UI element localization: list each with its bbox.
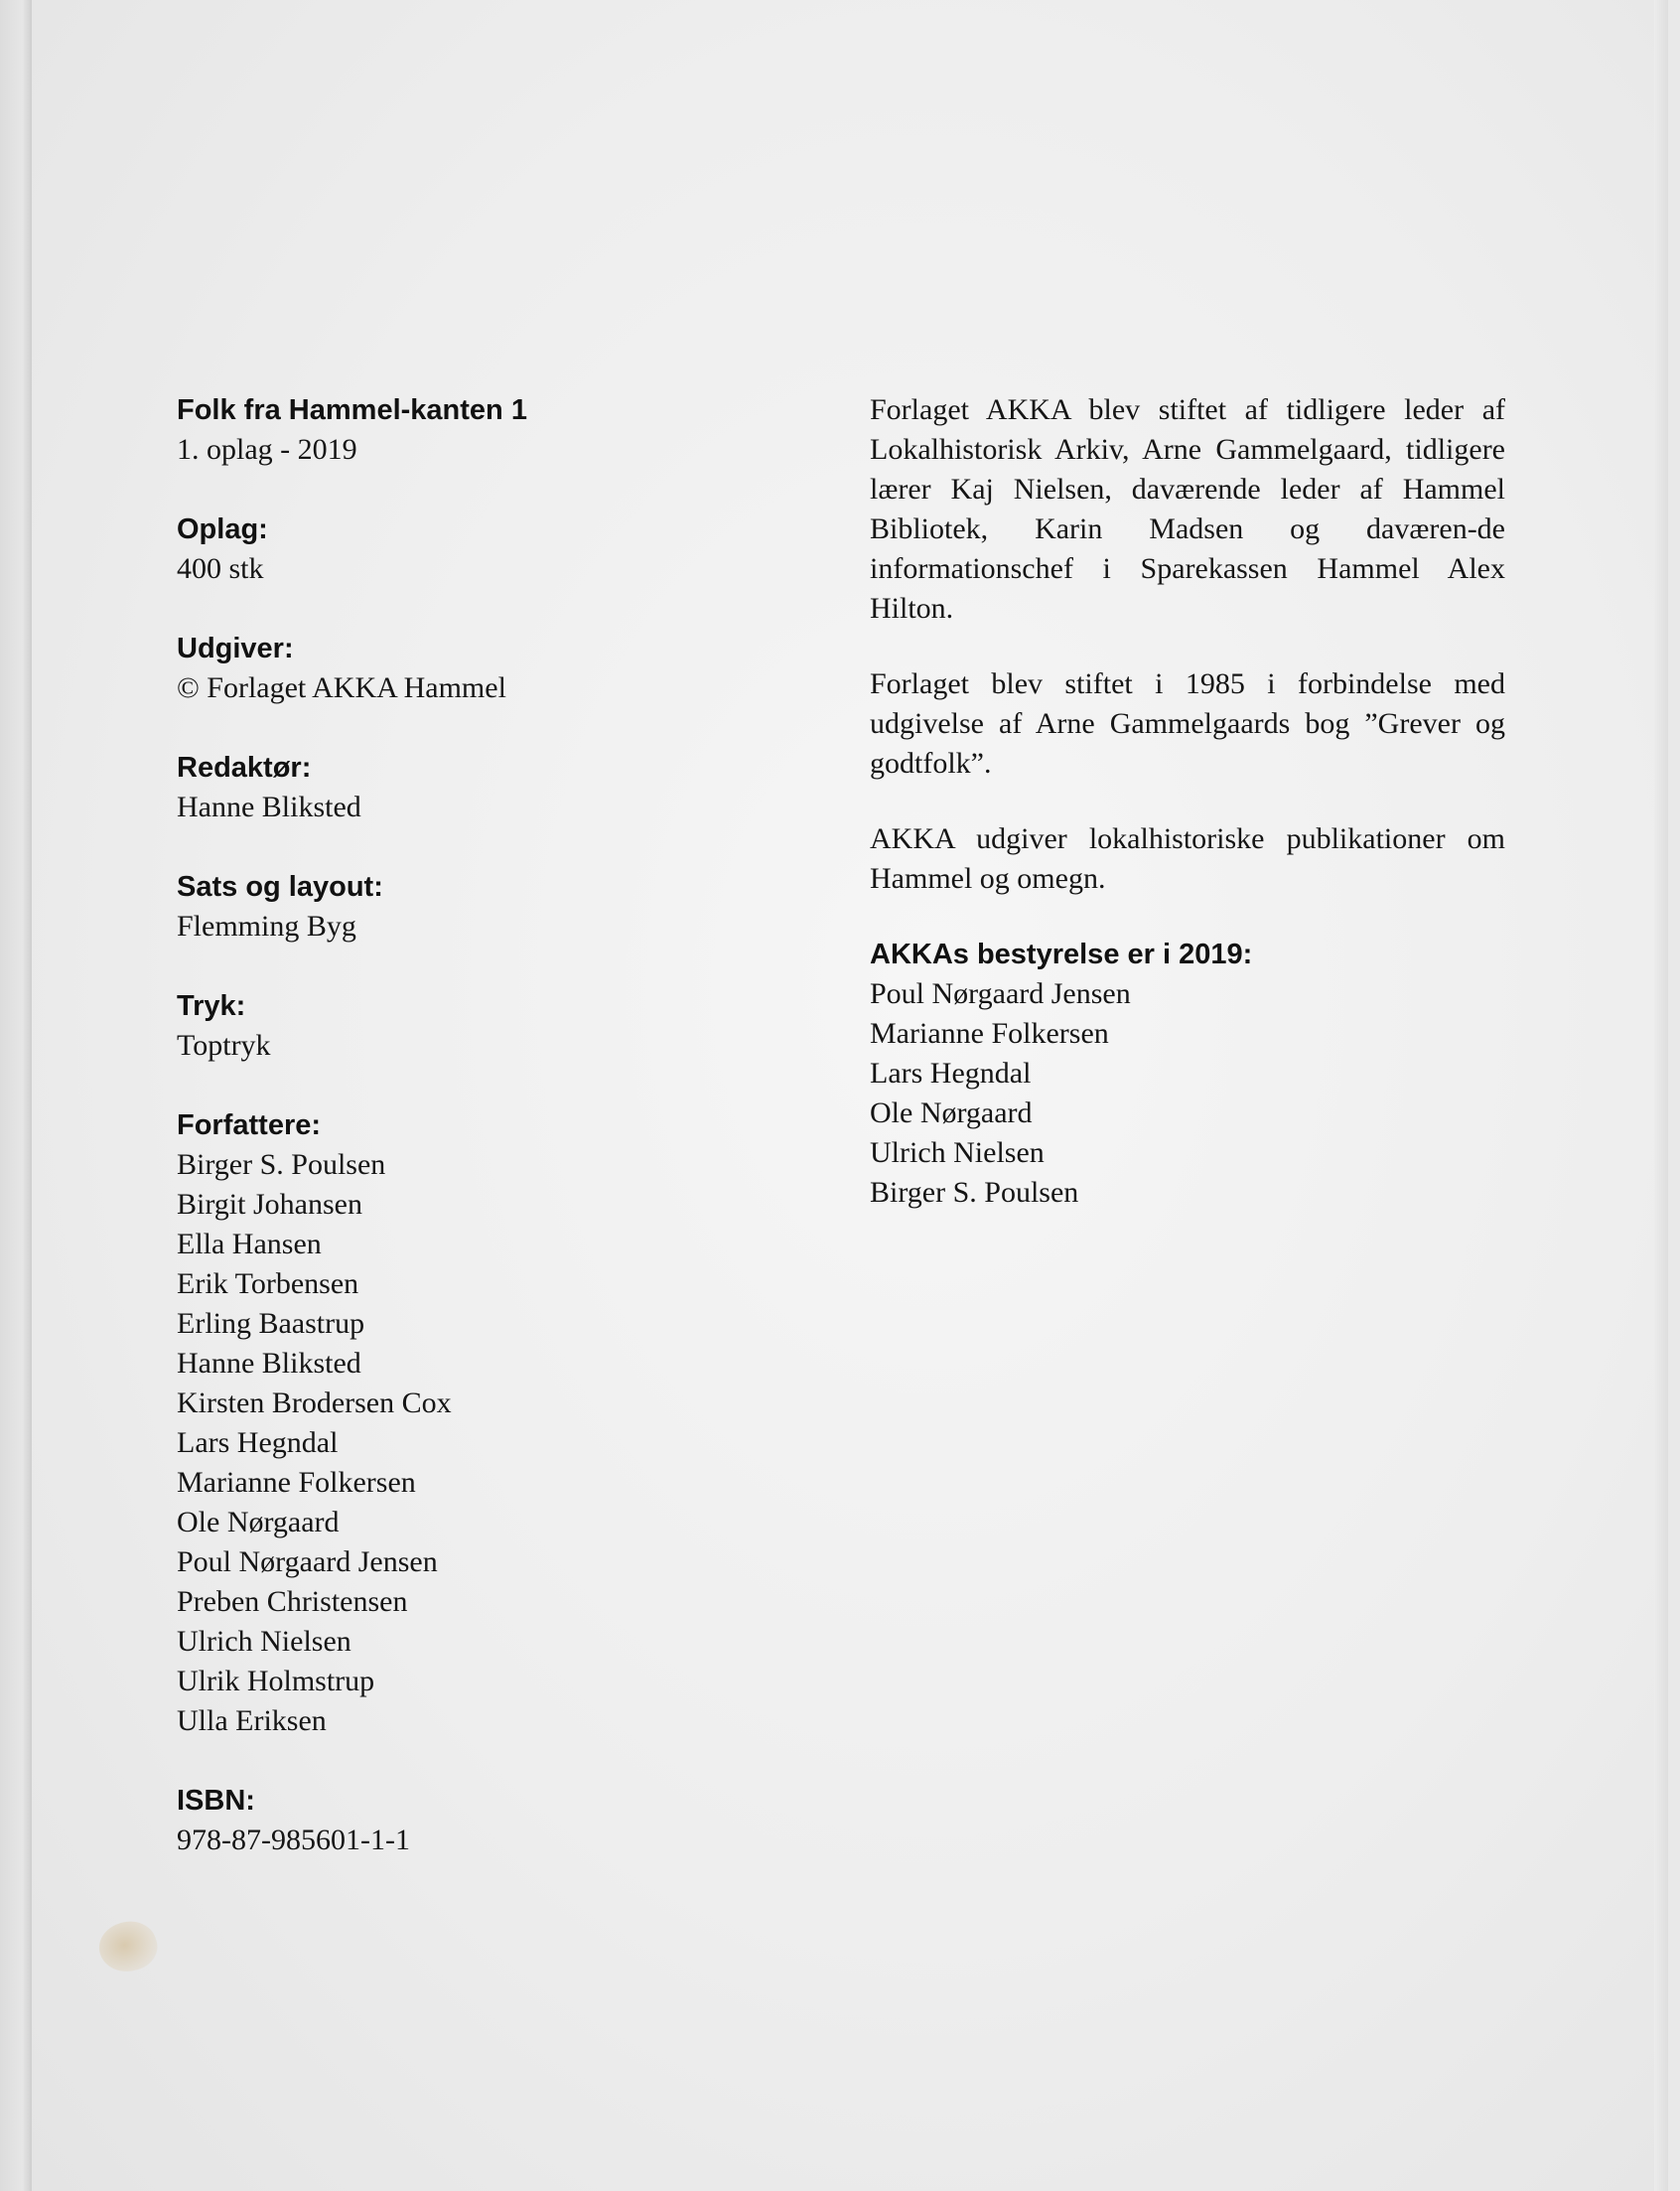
authors-block [177,1105,733,1741]
authors-label: Forfattere: [177,1109,322,1141]
isbn-label: ISBN: [177,1785,255,1817]
board-member: Ulrich Nielsen [870,1136,1045,1169]
page-right-edge [1654,0,1668,2191]
author-name: Erling Baastrup [177,1307,365,1340]
editor-value: Hanne Bliksted [177,791,361,823]
board-member: Birger S. Poulsen [870,1176,1079,1209]
print-run-value: 400 stk [177,552,264,585]
author-name: Ulla Eriksen [177,1704,327,1737]
author-name: Lars Hegndal [177,1426,339,1459]
publisher-value: © Forlaget AKKA Hammel [177,671,506,704]
editor-block [177,748,733,827]
author-name: Birgit Johansen [177,1188,362,1221]
about-column [870,390,1505,1252]
author-name: Preben Christensen [177,1585,408,1618]
layout-label: Sats og layout: [177,871,383,903]
board-heading: AKKAs bestyrelse er i 2019: [870,939,1253,970]
author-name: Ulrich Nielsen [177,1625,351,1658]
print-run-label: Oplag: [177,513,268,545]
author-name: Marianne Folkersen [177,1466,416,1499]
board-member: Poul Nørgaard Jensen [870,977,1131,1010]
board-block [870,935,1505,1213]
isbn-block [177,1781,733,1860]
author-name: Ole Nørgaard [177,1506,340,1538]
layout-block [177,867,733,947]
printer-value: Toptryk [177,1029,271,1062]
about-paragraph: Forlaget blev stiftet i 1985 i forbindelse med udgivelse af Arne Gammelgaards bog ”Grever og godtfolk”. [870,667,1505,780]
board-list [870,974,1505,1213]
author-name: Erik Torbensen [177,1267,359,1300]
printer-label: Tryk: [177,990,246,1022]
author-name: Birger S. Poulsen [177,1148,386,1181]
board-member: Ole Nørgaard [870,1096,1033,1129]
publisher-label: Udgiver: [177,633,294,664]
layout-value: Flemming Byg [177,910,356,943]
author-name: Hanne Bliksted [177,1347,361,1380]
print-run-block [177,510,733,589]
author-name: Ella Hansen [177,1228,322,1260]
board-member: Lars Hegndal [870,1057,1032,1090]
author-name: Kirsten Brodersen Cox [177,1387,452,1419]
isbn-value: 978-87-985601-1-1 [177,1824,410,1856]
authors-list [177,1145,733,1741]
page-left-edge [0,0,32,2191]
edition-text: 1. oplag - 2019 [177,433,357,466]
publisher-block [177,629,733,708]
about-paragraph: Forlaget AKKA blev stiftet af tidligere leder af Lokalhistorisk Arkiv, Arne Gammelgaard, tidligere lærer Kaj Nielsen, daværende leder af Hammel Bibliotek, Karin Madsen og daværen-de informationschef i Sparekassen Hammel Alex Hilton. [870,393,1505,625]
about-paragraph: AKKA udgiver lokalhistoriske publikationer om Hammel og omegn. [870,822,1505,895]
book-title: Folk fra Hammel-kanten 1 [177,394,527,426]
printer-block [177,986,733,1066]
colophon-column [177,390,733,1900]
author-name: Ulrik Holmstrup [177,1665,375,1697]
board-member: Marianne Folkersen [870,1017,1109,1050]
paper-stain [93,1914,164,1978]
author-name: Poul Nørgaard Jensen [177,1545,438,1578]
title-block [177,390,733,470]
editor-label: Redaktør: [177,752,312,784]
colophon-page [32,0,1668,2191]
